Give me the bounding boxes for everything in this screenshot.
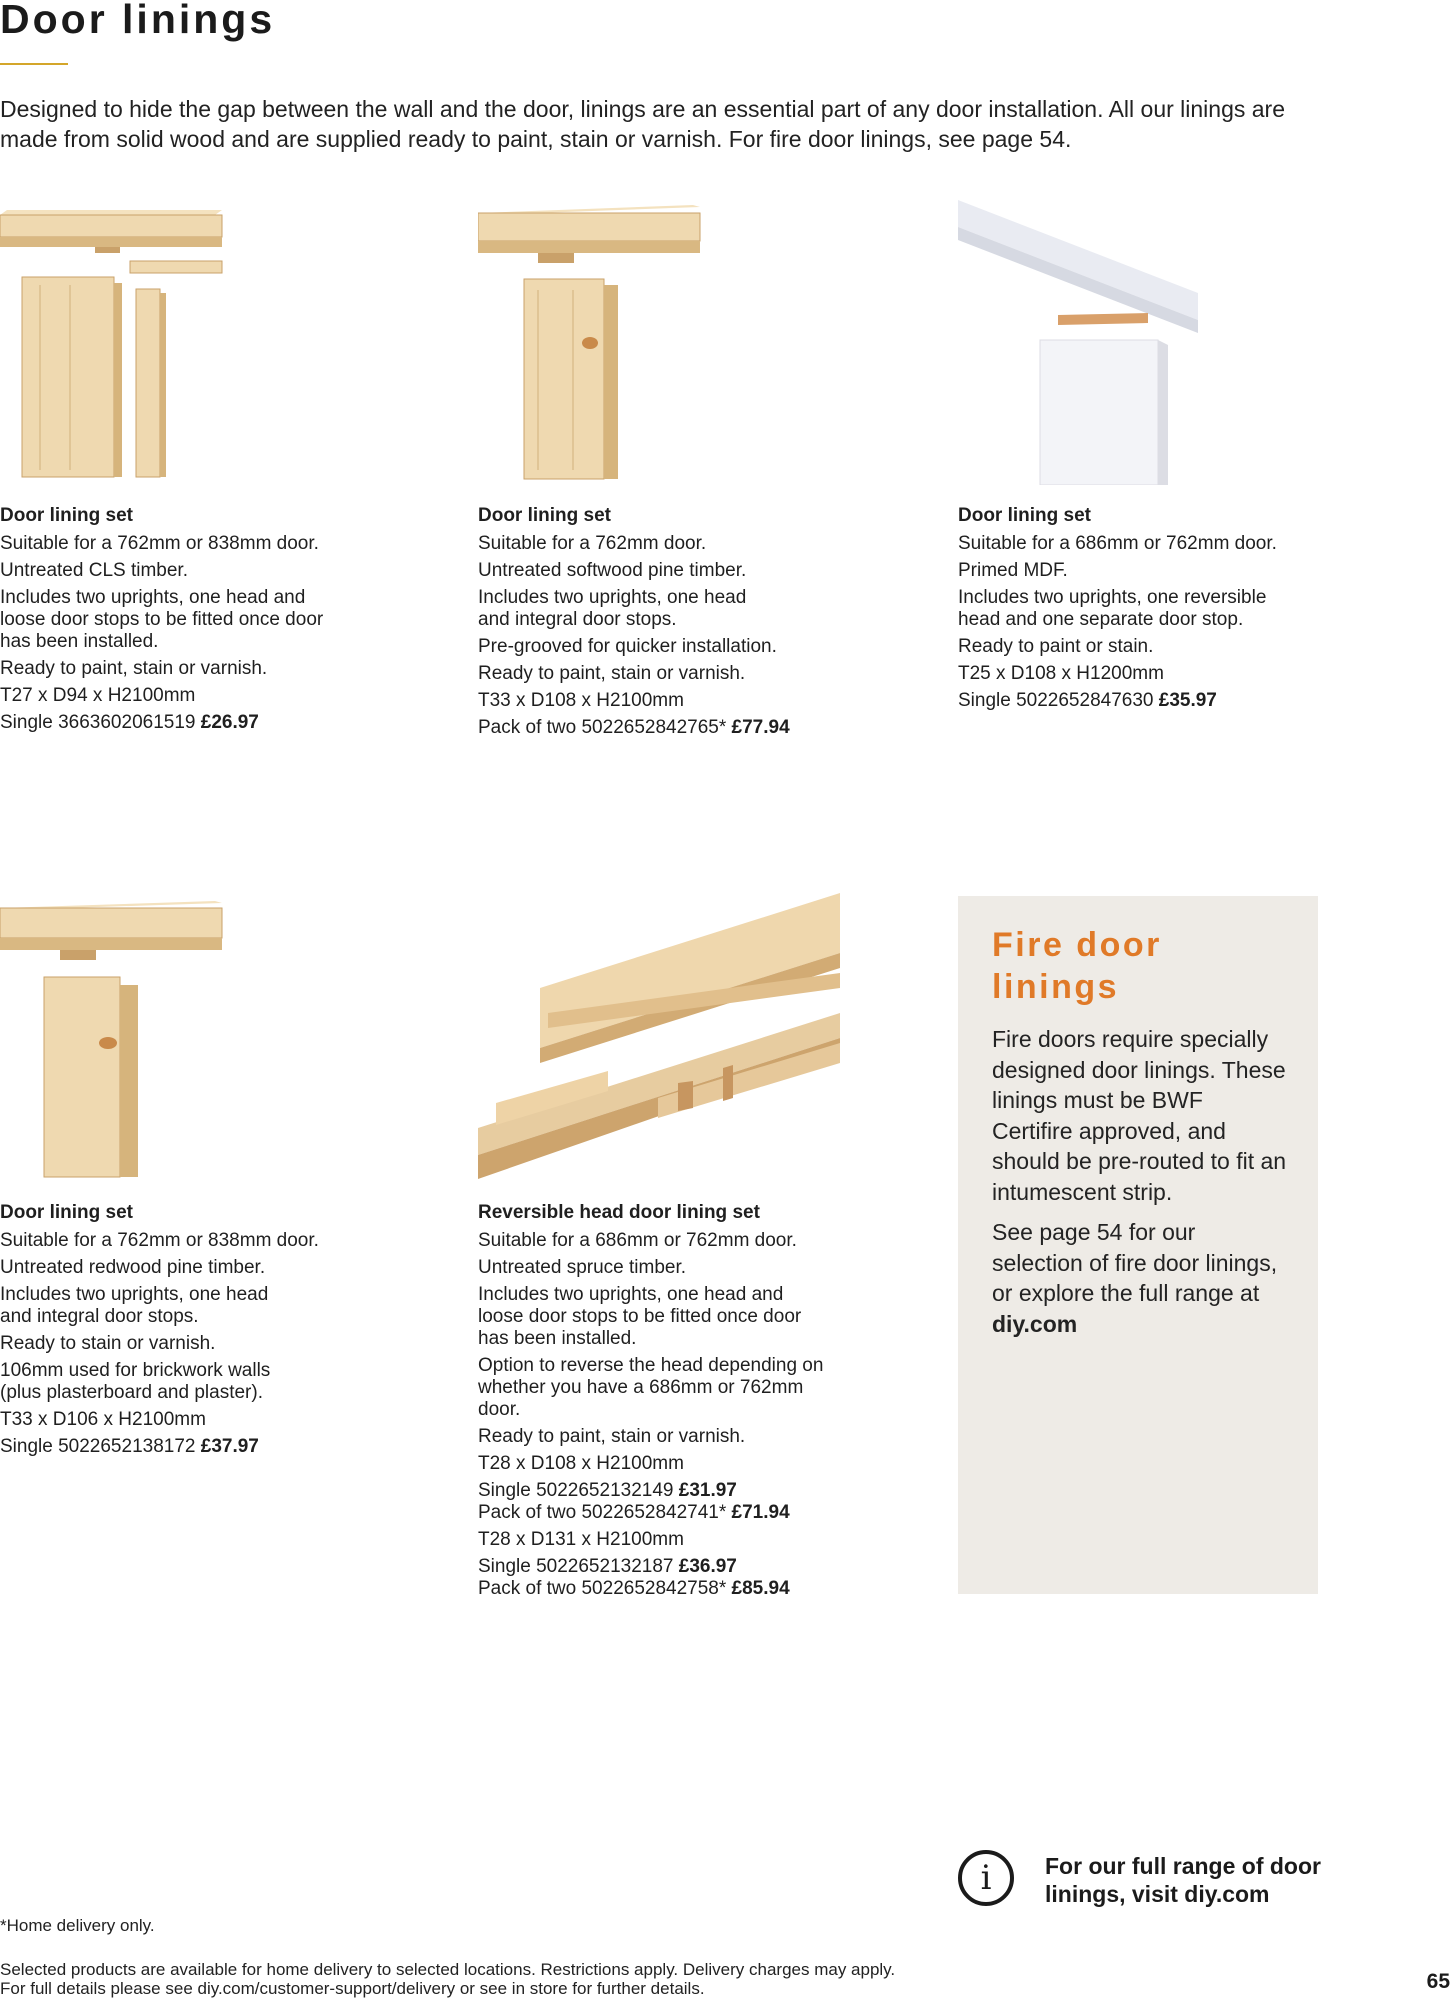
product-spec: Suitable for a 686mm or 762mm door.: [958, 533, 1277, 554]
product-card-softwood: [478, 505, 868, 744]
pine-door-lining-cls-image: [0, 195, 230, 485]
product-spec: Includes two uprights, one head and integral door stops.: [478, 587, 747, 630]
product-price: £36.97: [678, 1556, 737, 1577]
product-size: T25 x D108 x H1200mm: [958, 663, 1164, 684]
product-spec: Untreated spruce timber.: [478, 1257, 687, 1278]
info-icon: i: [958, 1850, 1014, 1906]
spruce-reversible-lining-image: [478, 893, 840, 1179]
legal-line-2: For full details please see diy.com/customer-support/delivery or see in store for further details.: [0, 1979, 705, 1998]
fire-door-panel: [958, 896, 1318, 1594]
product-spec: Pre-grooved for quicker installation.: [478, 636, 777, 657]
product-price: £37.97: [200, 1436, 259, 1457]
product-price-line: [0, 1436, 390, 1458]
product-spec: Untreated CLS timber.: [0, 560, 188, 581]
product-spec: Suitable for a 686mm or 762mm door.: [478, 1230, 797, 1251]
product-price: £31.97: [678, 1480, 737, 1501]
product-code: Pack of two 5022652842765*: [478, 717, 727, 738]
product-spec: Suitable for a 762mm door.: [478, 533, 707, 554]
fire-door-body: Fire doors require specially designed door linings. These linings must be BWF Certifire approved, and should be pre-routed to fit an intumescent strip.: [992, 1026, 1287, 1205]
redwood-door-lining-image: [0, 893, 230, 1183]
title-underline: [0, 63, 68, 65]
fire-door-title: Fire door linings: [992, 926, 1162, 1006]
product-name: Door lining set: [0, 1202, 133, 1223]
product-code: Single 5022652847630: [958, 690, 1154, 711]
product-spec: Ready to paint, stain or varnish.: [478, 663, 746, 684]
product-code: Single 5022652138172: [0, 1436, 196, 1457]
product-card-reversible: [478, 1202, 868, 1600]
product-spec: Includes two uprights, one reversible head and one separate door stop.: [958, 587, 1267, 630]
footnote: *Home delivery only.: [0, 1916, 155, 1935]
product-size: T28 x D108 x H2100mm: [478, 1453, 684, 1474]
product-name: Reversible head door lining set: [478, 1202, 760, 1223]
product-price-line: [478, 717, 868, 739]
product-code: Pack of two 5022652842758*: [478, 1578, 727, 1599]
intro-paragraph: Designed to hide the gap between the wall and the door, linings are an essential part of any door installation. All our linings are made from solid wood and are supplied ready to paint, stain or varnish. For fire door linings, see page 54.: [0, 96, 1286, 152]
product-size: T33 x D106 x H2100mm: [0, 1409, 206, 1430]
product-spec: Untreated redwood pine timber.: [0, 1257, 266, 1278]
product-spec: Includes two uprights, one head and loose door stops to be fitted once door has been installed.: [0, 587, 324, 652]
variant-prices: [478, 1556, 868, 1600]
product-price: £71.94: [731, 1502, 790, 1523]
product-size: T33 x D108 x H2100mm: [478, 690, 684, 711]
product-card-cls: [0, 505, 390, 739]
product-size: T28 x D131 x H2100mm: [478, 1529, 684, 1550]
product-price: £35.97: [1158, 690, 1217, 711]
product-price: £77.94: [731, 717, 790, 738]
product-name: Door lining set: [478, 505, 611, 526]
product-name: Door lining set: [958, 505, 1091, 526]
fire-door-cta-text: See page 54 for our selection of fire door linings, or explore the full range at: [992, 1219, 1278, 1306]
product-size: T27 x D94 x H2100mm: [0, 685, 196, 706]
product-spec: Includes two uprights, one head and integral door stops.: [0, 1284, 269, 1327]
product-spec: Primed MDF.: [958, 560, 1068, 581]
page-number: 65: [1426, 1970, 1450, 1993]
product-price-line: [0, 712, 390, 734]
info-callout-text[interactable]: For our full range of door linings, visit diy.com: [1045, 1853, 1321, 1907]
fire-door-cta: [992, 1217, 1288, 1339]
product-spec: Option to reverse the head depending on whether you have a 686mm or 762mm door.: [478, 1355, 824, 1420]
product-spec: Suitable for a 762mm or 838mm door.: [0, 1230, 319, 1251]
page-title: Door linings: [0, 0, 276, 42]
diy-link[interactable]: diy.com: [992, 1310, 1078, 1337]
product-spec: Untreated softwood pine timber.: [478, 560, 747, 581]
product-code: Single 5022652132149: [478, 1480, 674, 1501]
product-price: £85.94: [731, 1578, 790, 1599]
product-name: Door lining set: [0, 505, 133, 526]
product-spec: Ready to paint, stain or varnish.: [478, 1426, 746, 1447]
product-spec: Ready to paint, stain or varnish.: [0, 658, 268, 679]
product-card-mdf: [958, 505, 1338, 717]
product-code: Single 3663602061519: [0, 712, 196, 733]
product-spec: 106mm used for brickwork walls (plus plasterboard and plaster).: [0, 1360, 271, 1403]
product-spec: Suitable for a 762mm or 838mm door.: [0, 533, 319, 554]
product-spec: Ready to stain or varnish.: [0, 1333, 216, 1354]
primed-mdf-door-lining-image: [958, 195, 1198, 485]
product-spec: Includes two uprights, one head and loose door stops to be fitted once door has been installed.: [478, 1284, 802, 1349]
legal-line-1: Selected products are available for home delivery to selected locations. Restrictions apply. Delivery charges may apply.: [0, 1960, 896, 1979]
variant-prices: [478, 1480, 868, 1524]
product-card-redwood: [0, 1202, 390, 1463]
product-code: Pack of two 5022652842741*: [478, 1502, 727, 1523]
legal-text: [0, 1960, 1100, 1998]
pine-door-lining-softwood-image: [478, 195, 708, 485]
product-code: Single 5022652132187: [478, 1556, 674, 1577]
product-price-line: [958, 690, 1338, 712]
product-price: £26.97: [200, 712, 259, 733]
product-spec: Ready to paint or stain.: [958, 636, 1154, 657]
